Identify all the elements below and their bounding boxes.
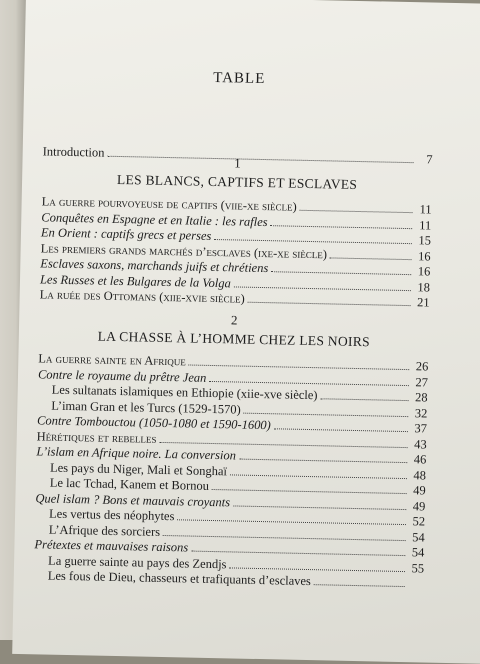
toc-entry-page: 49 xyxy=(409,499,425,514)
leader-dots xyxy=(248,292,411,306)
toc-entry-label: Les sultanats islamiques en Ethiopie (xiie-xve siècle) xyxy=(38,382,318,403)
toc-entry-page: 55 xyxy=(408,561,424,576)
toc-entry-label: Introduction xyxy=(43,144,105,160)
toc-entry-page: 48 xyxy=(410,468,426,483)
toc-entry-page: 43 xyxy=(410,437,426,452)
leader-dots xyxy=(271,215,413,229)
toc-entry-page: 15 xyxy=(415,233,431,248)
leader-dots xyxy=(229,557,405,572)
toc-entry-label: La guerre sainte au pays des Zendjs xyxy=(34,553,227,572)
toc-entry-page: 49 xyxy=(410,483,426,498)
leader-dots xyxy=(320,388,408,401)
toc-entry-page: 7 xyxy=(416,152,432,167)
toc-entry-label: Hérétiques et rebelles xyxy=(37,429,157,447)
toc-entry-label: Les Russes et les Bulgares de la Volga xyxy=(40,272,231,291)
leader-dots xyxy=(274,418,408,432)
toc-entry-label: Les pays du Niger, Mali et Songhaï xyxy=(36,460,227,479)
toc-entry-label: Contre Tombouctou (1050-1080 et 1590-1600) xyxy=(37,413,271,433)
toc-entry-page: 46 xyxy=(410,452,426,467)
toc-entry-page: 18 xyxy=(414,280,430,295)
section-number: 1 xyxy=(22,151,452,176)
leader-dots xyxy=(300,200,413,213)
toc-entry-label: En Orient : captifs grecs et perses xyxy=(41,225,212,244)
toc-entry-page: 54 xyxy=(408,545,424,560)
toc-entry-label: Conquêtes en Espagne et en Italie : les rafles xyxy=(41,210,268,230)
toc-entry-page: 11 xyxy=(415,202,431,217)
toc-entry-page: 26 xyxy=(412,359,428,374)
leader-dots xyxy=(230,464,407,479)
toc-entry-label: L’iman Gran et les Turcs (1529-1570) xyxy=(37,398,241,417)
toc-entry-label: Le lac Tchad, Kanem et Bornou xyxy=(36,475,210,494)
toc-entry-label: Les vertus des néophytes xyxy=(35,506,175,524)
toc-entry-label: La guerre sainte en Afrique xyxy=(38,351,186,369)
toc-entry-page: 11 xyxy=(415,218,431,233)
toc-entry-label: Quel islam ? Bons et mauvais croyants xyxy=(35,491,230,510)
toc-entry-page: 21 xyxy=(413,295,429,310)
leader-dots xyxy=(234,276,411,291)
section-2-entries xyxy=(26,0,480,4)
leader-dots xyxy=(271,261,411,275)
toc-entry-page: 28 xyxy=(411,390,427,405)
section-1-entries xyxy=(26,0,480,4)
section-heading: LES BLANCS, CAPTIFS ET ESCLAVES xyxy=(22,170,452,195)
toc-entry-label: Prétextes et mauvaises raisons xyxy=(34,537,188,555)
toc-entry-page: 32 xyxy=(411,406,427,421)
toc-entry-page: 16 xyxy=(414,264,430,279)
leader-dots xyxy=(189,354,410,370)
toc-entry-label: L’Afrique des sorciers xyxy=(35,522,161,540)
toc-entry-page: 16 xyxy=(414,249,430,264)
toc-entry-page: 52 xyxy=(409,514,425,529)
page-title: TABLE xyxy=(24,66,454,92)
leader-dots xyxy=(244,402,409,416)
toc-entry-page: 54 xyxy=(409,530,425,545)
leader-dots xyxy=(314,574,405,587)
leader-dots xyxy=(330,247,412,260)
toc-entry-page: 27 xyxy=(412,375,428,390)
section-heading: LA CHASSE À L’HOMME CHEZ LES NOIRS xyxy=(19,327,449,352)
section-number: 2 xyxy=(19,308,449,333)
toc-entry-label: L’islam en Afrique noire. La conversion xyxy=(36,444,236,463)
leader-dots xyxy=(239,449,408,464)
toc-entry-label: Les fous de Dieu, chasseurs et trafiquants d’esclaves xyxy=(34,568,311,589)
toc-entry-page: 37 xyxy=(411,421,427,436)
toc-entry-label: La guerre pourvoyeuse de captifs (viie-xe siècle) xyxy=(41,194,296,214)
toc-entry-label: Les premiers grands marchés d’esclaves (ixe-xe siècle) xyxy=(41,241,328,262)
toc-page xyxy=(12,0,480,664)
toc-entry-label: Contre le royaume du prêtre Jean xyxy=(38,367,207,386)
leader-dots xyxy=(233,495,407,510)
toc-entry-label: Esclaves saxons, marchands juifs et chrétiens xyxy=(40,256,268,276)
toc-entry-label: La ruée des Ottomans (xiie-xvie siècle) xyxy=(40,287,245,306)
